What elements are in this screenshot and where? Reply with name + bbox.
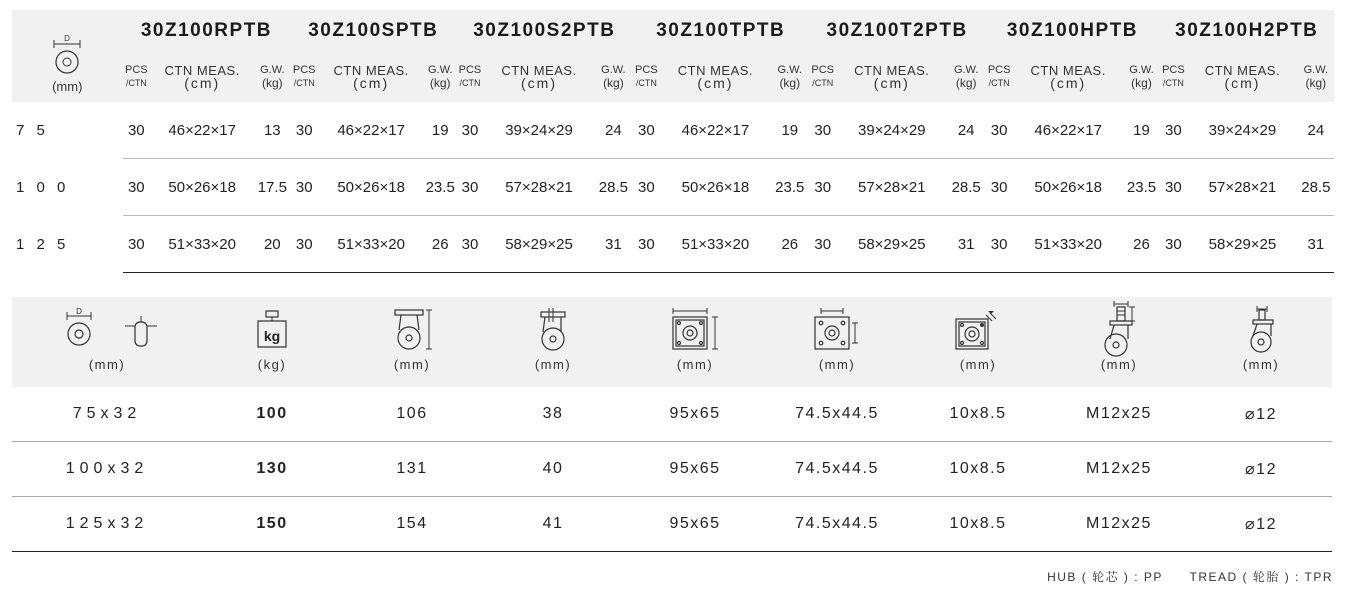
gross-weight-value: 23.5 — [771, 159, 809, 216]
spec-value: ⌀12 — [1190, 387, 1332, 442]
carton-measure-value: 57×28×21 — [484, 159, 595, 216]
table-row — [12, 442, 1332, 497]
gross-weight-value: 24 — [1298, 102, 1334, 159]
spec-column-header — [482, 297, 624, 387]
load-weight-icon — [202, 297, 342, 357]
spec-value: 154 — [342, 497, 482, 552]
spec-value: M12x25 — [1048, 387, 1190, 442]
carton-measure-value: 58×29×25 — [837, 216, 948, 273]
spec-value: 38 — [482, 387, 624, 442]
tread-material: TREAD ( 轮胎 ) : TPR — [1189, 570, 1333, 584]
gross-weight-header: G.W. (kg) — [254, 52, 290, 102]
unit-label: (mm) — [959, 357, 997, 372]
carton-measure-value: 51×33×20 — [660, 216, 771, 273]
wheel-diameter-icon — [47, 36, 87, 76]
model-header: 30Z100HPTB — [985, 10, 1159, 52]
spec-value: 95x65 — [624, 442, 766, 497]
spec-value: 100 — [202, 387, 342, 442]
model-header: 30Z100RPTB — [123, 10, 291, 52]
material-footer — [1025, 568, 1333, 585]
unit-label: (mm) — [1242, 357, 1280, 372]
carton-measure-value: 39×24×29 — [1187, 102, 1298, 159]
pcs-per-carton-header: PCS /CTN — [809, 52, 837, 102]
unit-label: (mm) — [393, 357, 431, 372]
pcs-value: 30 — [290, 159, 318, 216]
gross-weight-value: 19 — [1123, 102, 1159, 159]
gross-weight-value: 17.5 — [254, 159, 290, 216]
gross-weight-header: G.W. (kg) — [1298, 52, 1334, 102]
gross-weight-header: G.W. (kg) — [1123, 52, 1159, 102]
gross-weight-value: 26 — [771, 216, 809, 273]
pcs-value: 30 — [633, 159, 661, 216]
table-row — [12, 387, 1332, 442]
model-header: 30Z100T2PTB — [809, 10, 985, 52]
pcs-value: 30 — [456, 159, 484, 216]
gross-weight-value: 24 — [594, 102, 632, 159]
svg-text:D: D — [76, 307, 82, 316]
carton-measure-value: 50×26×18 — [318, 159, 424, 216]
spec-value: ⌀12 — [1190, 497, 1332, 552]
unit-label: (mm) — [1100, 357, 1138, 372]
gross-weight-value: 31 — [947, 216, 985, 273]
spec-value: 74.5x44.5 — [766, 442, 908, 497]
spec-column-header — [12, 297, 202, 387]
model-header: 30Z100S2PTB — [456, 10, 632, 52]
pcs-per-carton-header: PCS /CTN — [290, 52, 318, 102]
carton-measure-header: CTN MEAS. (cm) — [484, 52, 595, 102]
unit-label: (kg) — [257, 357, 287, 372]
pcs-value: 30 — [985, 102, 1013, 159]
spec-column-header — [766, 297, 908, 387]
spec-value: 10x8.5 — [908, 442, 1048, 497]
gross-weight-value: 31 — [594, 216, 632, 273]
diameter-letter: D — [64, 34, 71, 43]
svg-text:kg: kg — [263, 328, 281, 344]
pcs-value: 30 — [123, 216, 151, 273]
spec-value: 40 — [482, 442, 624, 497]
model-header: 30Z100TPTB — [633, 10, 809, 52]
gross-weight-value: 19 — [424, 102, 456, 159]
carton-measure-header: CTN MEAS. (cm) — [1187, 52, 1298, 102]
pcs-per-carton-header: PCS /CTN — [633, 52, 661, 102]
corner-unit: (mm) — [52, 79, 83, 94]
gross-weight-header: G.W. (kg) — [424, 52, 456, 102]
table-row — [12, 159, 1334, 216]
spec-value: 10x8.5 — [908, 497, 1048, 552]
wheel-size: 7 5 — [16, 121, 49, 139]
pcs-value: 30 — [633, 102, 661, 159]
pcs-value: 30 — [985, 159, 1013, 216]
pcs-per-carton-header: PCS /CTN — [456, 52, 484, 102]
gross-weight-header: G.W. (kg) — [771, 52, 809, 102]
carton-measure-value: 46×22×17 — [660, 102, 771, 159]
carton-measure-header: CTN MEAS. (cm) — [837, 52, 948, 102]
spec-value: M12x25 — [1048, 442, 1190, 497]
spec-value: 10x8.5 — [908, 387, 1048, 442]
carton-measure-header: CTN MEAS. (cm) — [150, 52, 254, 102]
gross-weight-value: 26 — [424, 216, 456, 273]
spec-column-header — [908, 297, 1048, 387]
table-row — [12, 102, 1334, 159]
spec-value: 74.5x44.5 — [766, 387, 908, 442]
carton-measure-value: 57×28×21 — [1187, 159, 1298, 216]
carton-measure-value: 51×33×20 — [1013, 216, 1124, 273]
pcs-value: 30 — [123, 102, 151, 159]
carton-measure-value: 46×22×17 — [150, 102, 254, 159]
pcs-value: 30 — [809, 102, 837, 159]
spec-column-header — [202, 297, 342, 387]
unit-label: (mm) — [818, 357, 856, 372]
model-header: 30Z100H2PTB — [1160, 10, 1334, 52]
table-row — [12, 216, 1334, 273]
carton-measure-header: CTN MEAS. (cm) — [660, 52, 771, 102]
unit-label: (mm) — [534, 357, 572, 372]
spec-value: 41 — [482, 497, 624, 552]
spec-column-header — [624, 297, 766, 387]
carton-measure-value: 39×24×29 — [484, 102, 595, 159]
spec-value: 125x32 — [12, 497, 202, 552]
spec-column-header — [342, 297, 482, 387]
pcs-per-carton-header: PCS /CTN — [123, 52, 151, 102]
pcs-value: 30 — [985, 216, 1013, 273]
stem-diameter-icon — [1190, 297, 1332, 357]
gross-weight-value: 28.5 — [1298, 159, 1334, 216]
gross-weight-value: 23.5 — [424, 159, 456, 216]
pcs-value: 30 — [1160, 102, 1188, 159]
gross-weight-value: 19 — [771, 102, 809, 159]
carton-measure-value: 46×22×17 — [1013, 102, 1124, 159]
pcs-per-carton-header: PCS /CTN — [1160, 52, 1188, 102]
hole-spacing-icon — [766, 297, 908, 357]
spec-column-header — [1190, 297, 1332, 387]
gross-weight-value: 28.5 — [947, 159, 985, 216]
gross-weight-value: 24 — [947, 102, 985, 159]
carton-measure-value: 46×22×17 — [318, 102, 424, 159]
gross-weight-value: 13 — [254, 102, 290, 159]
spec-value: 130 — [202, 442, 342, 497]
bolt-hole-icon — [908, 297, 1048, 357]
spec-column-header — [1048, 297, 1190, 387]
plate-size-icon — [624, 297, 766, 357]
carton-measure-value: 50×26×18 — [660, 159, 771, 216]
spec-value: M12x25 — [1048, 497, 1190, 552]
carton-measure-value: 50×26×18 — [150, 159, 254, 216]
gross-weight-header: G.W. (kg) — [594, 52, 632, 102]
packing-table — [12, 10, 1334, 273]
spec-value: 75x32 — [12, 387, 202, 442]
carton-measure-value: 51×33×20 — [318, 216, 424, 273]
gross-weight-value: 28.5 — [594, 159, 632, 216]
table-row — [12, 497, 1332, 552]
spec-value: 74.5x44.5 — [766, 497, 908, 552]
carton-measure-value: 57×28×21 — [837, 159, 948, 216]
pcs-value: 30 — [809, 159, 837, 216]
spec-value: 95x65 — [624, 497, 766, 552]
spec-value: 106 — [342, 387, 482, 442]
pcs-value: 30 — [456, 102, 484, 159]
gross-weight-value: 20 — [254, 216, 290, 273]
carton-measure-value: 50×26×18 — [1013, 159, 1124, 216]
carton-measure-value: 58×29×25 — [484, 216, 595, 273]
spec-value: 95x65 — [624, 387, 766, 442]
model-header: 30Z100SPTB — [290, 10, 456, 52]
wheel-size: 1 2 5 — [16, 235, 70, 253]
wheel-size-icon — [12, 297, 202, 357]
pcs-value: 30 — [290, 216, 318, 273]
unit-label: (mm) — [88, 357, 126, 372]
wheel-size: 1 0 0 — [16, 178, 70, 196]
carton-measure-value: 51×33×20 — [150, 216, 254, 273]
spec-value: 100x32 — [12, 442, 202, 497]
spec-table — [12, 297, 1332, 552]
spec-value: 131 — [342, 442, 482, 497]
pcs-value: 30 — [290, 102, 318, 159]
carton-measure-value: 39×24×29 — [837, 102, 948, 159]
carton-measure-value: 58×29×25 — [1187, 216, 1298, 273]
stem-thread-icon — [1048, 297, 1190, 357]
pcs-value: 30 — [456, 216, 484, 273]
carton-measure-header: CTN MEAS. (cm) — [318, 52, 424, 102]
pcs-value: 30 — [1160, 216, 1188, 273]
carton-measure-header: CTN MEAS. (cm) — [1013, 52, 1124, 102]
pcs-value: 30 — [123, 159, 151, 216]
pcs-value: 30 — [809, 216, 837, 273]
pcs-value: 30 — [633, 216, 661, 273]
spec-value: ⌀12 — [1190, 442, 1332, 497]
diameter-corner — [12, 10, 123, 102]
pcs-value: 30 — [1160, 159, 1188, 216]
height-icon — [342, 297, 482, 357]
hub-material: HUB ( 轮芯 ) : PP — [1047, 570, 1163, 584]
unit-label: (mm) — [676, 357, 714, 372]
gross-weight-value: 26 — [1123, 216, 1159, 273]
gross-weight-value: 31 — [1298, 216, 1334, 273]
gross-weight-value: 23.5 — [1123, 159, 1159, 216]
spec-value: 150 — [202, 497, 342, 552]
gross-weight-header: G.W. (kg) — [947, 52, 985, 102]
pcs-per-carton-header: PCS /CTN — [985, 52, 1013, 102]
offset-icon — [482, 297, 624, 357]
